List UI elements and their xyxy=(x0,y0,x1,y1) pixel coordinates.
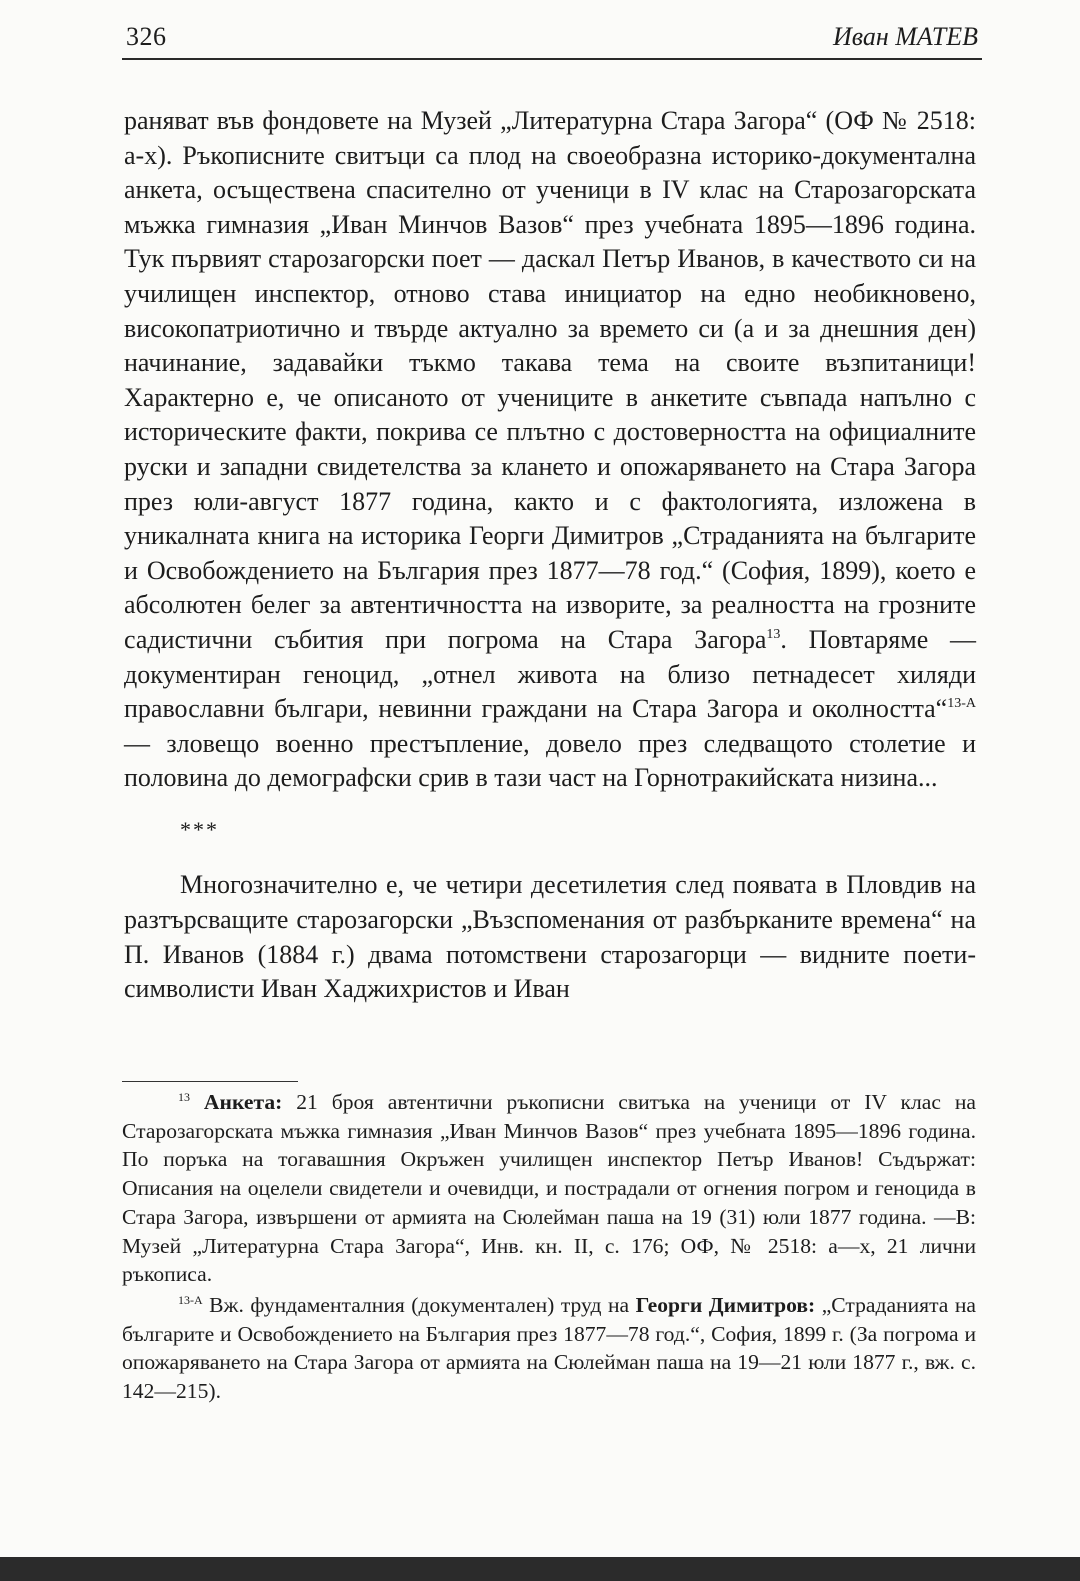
paragraph-2: Многозначително е, че четири десетилетия след появата в Пловдив на разтърсващите старозагорски „Възспоменания от разбърканите времена“ на П. Иванов (1884 г.) двама потомствени старозагорци — видните поети-символисти Иван Хаджихристов и Иван xyxy=(124,870,976,1004)
footnote-ref-13a: 13-А xyxy=(947,696,976,712)
footnote-bold-author: Георги Димитров: xyxy=(635,1292,816,1317)
footnote-bold-label: Анкета: xyxy=(203,1090,283,1114)
footnote-13 xyxy=(122,1088,976,1289)
page-number: 326 xyxy=(126,22,167,51)
footnote-lead: Вж. фундаменталния (документален) труд на xyxy=(202,1292,636,1317)
footnote-13a xyxy=(122,1291,976,1406)
body-text xyxy=(124,104,976,1007)
paragraph-1-continuation: . Повтаряме — документиран геноцид, „отнел живота на близо петнадесет хиляди православни българи, невинни граждани на Стара Загора и околността“ xyxy=(124,624,977,724)
footnote-text: 21 броя автентични ръкописни свитъка на ученици от IV клас на Старозагорската мъжка гимназия „Иван Минчов Вазов“ през учебната 1895—1896 година. По поръка на тогавашния Окръжен училищен инспектор Петър Иванов! Съдържат: Описания на оцелели свидетели и очевидци, и пострадали от огнения погром и геноцида в Стара Загора, извършени от армията на Сюлейман паша на 19 (31) юли 1877 година. —В: Музей „Литературна Стара Загора“, Инв. кн. II, с. 176; ОФ, № 2518: а—х, 21 лични ръкописа. xyxy=(122,1090,976,1287)
footnotes xyxy=(122,1088,976,1406)
scan-edge xyxy=(0,1557,1080,1581)
footnote-separator xyxy=(122,1081,298,1082)
running-title: Иван МАТЕВ xyxy=(832,22,978,51)
page-header xyxy=(122,18,982,60)
footnote-ref-13: 13 xyxy=(766,626,781,642)
section-ornament: *** xyxy=(180,816,219,842)
footnote-mark: 13 xyxy=(178,1090,190,1104)
paragraph-1-ending: — зловещо военно престъпление, довело през следващото столетие и половина до демографски срив в тази част на Горнотракийската низина... xyxy=(124,728,976,793)
paragraph-1 xyxy=(124,104,976,796)
paragraph-1-text: раняват във фондовете на Музей „Литературна Стара Загора“ (ОФ № 2518: а-х). Ръкописните свитъци са плод на своеобразна историко-документална анкета, осъществена спасително от ученици в IV клас на Старозагорската мъжка гимназия „Иван Минчов Вазов“ през учебната 1895—1896 година. Тук първият старозагорски поет — даскал Петър Иванов, в качеството си на училищен инспектор, отново става инициатор на едно необикновено, високопатриотично и твърде актуално за времето си (а и за днешния ден) начинание, задавайки тъкмо такава тема на своите възпитаници! Характерно е, че описаното от учениците в анкетите съвпада напълно с историческите факти, покрива се плътно с достоверността на официалните руски и западни свидетелства за клането и опожаряването на Стара Загора през юли-август 1877 година, както и с фактологията, изложена в уникалната книга на историка Георги Димитров „Страданията на българите и Освобождението на България през 1877—78 год.“ (София, 1899), което е абсолютен белег за автентичността на изворите, за реалността на грозните садистични събития при погрома на Стара Загора xyxy=(124,106,976,654)
footnote-text: „Страданията на българите и Освобождението на България през 1877—78 год.“, София, 1899 г. (За погрома и опожаряването на Стара Загора от армията на Сюлейман паша на 19—21 юли 1877 г., вж. с. 142—215). xyxy=(122,1292,976,1404)
footnote-mark: 13-А xyxy=(178,1292,203,1307)
